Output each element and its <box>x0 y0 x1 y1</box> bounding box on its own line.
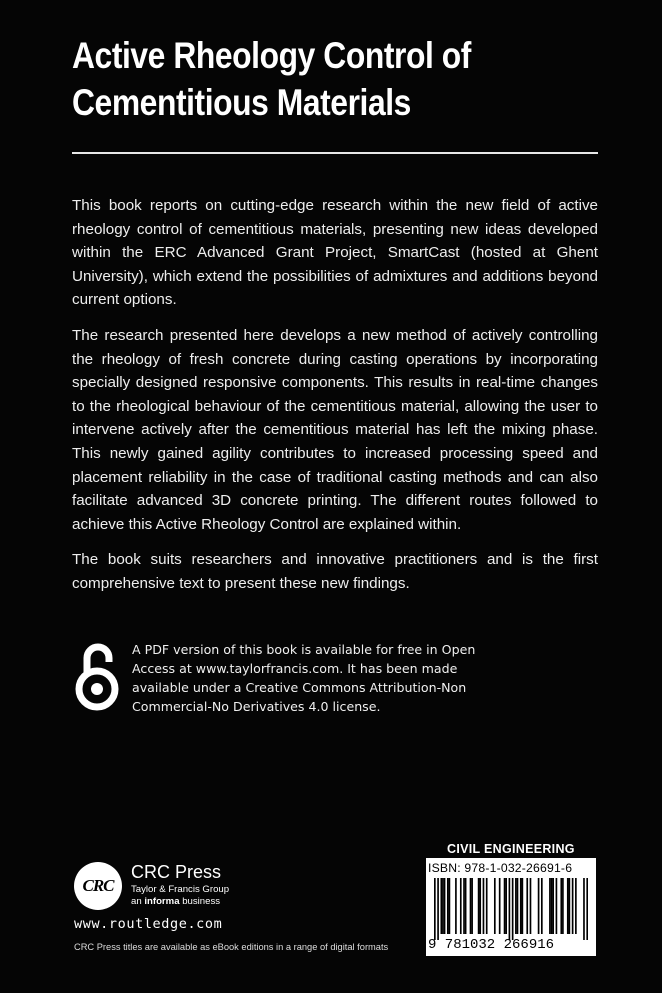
barcode-bar <box>479 878 481 934</box>
blurb-paragraph-2: The research presented here develops a new method of actively controlling the rheology of fresh concrete during casting operations by incorporating specially designed responsive components. This results in real-time changes to the rheological behaviour of the cementitious material, allowing the user to intervene actively after the cementitious material has left the mixing phase. This newly gained agility contributes to increased processing speed and placement reliability in the case of traditional casting methods and can also facilitate advanced 3D concrete printing. The different routes followed to achieve this Active Rheology Control are explained within. <box>72 326 598 533</box>
title-line-2: Cementitious Materials <box>72 82 411 123</box>
barcode-bar <box>478 878 480 934</box>
business-prefix: an <box>131 896 142 907</box>
barcode-bar <box>440 878 442 934</box>
barcode-bar <box>465 878 467 934</box>
subject-category: CIVIL ENGINEERING <box>447 842 575 856</box>
publisher-name: CRC Press <box>131 862 222 882</box>
barcode-bar <box>517 878 519 934</box>
isbn-label: ISBN: 978-1-032-26691-6 <box>428 861 573 875</box>
barcode-bar <box>541 878 543 934</box>
barcode-bar <box>583 878 585 940</box>
barcode-bar <box>575 878 577 934</box>
barcode-bar <box>471 878 473 934</box>
title-divider <box>72 152 598 154</box>
barcode-bar <box>437 878 439 940</box>
open-access-line: A PDF version of this book is available for free in Open <box>132 642 476 657</box>
business-suffix: business <box>182 896 221 907</box>
barcode-bar <box>530 878 532 934</box>
barcode-digits: 9 781032 266916 <box>428 937 555 953</box>
barcode-bar <box>526 878 528 934</box>
open-access-text <box>132 640 552 716</box>
isbn-barcode <box>426 858 596 956</box>
barcode-bar <box>455 878 457 934</box>
open-access-lock-icon <box>72 640 122 712</box>
barcode-bar <box>505 878 507 934</box>
barcode-bar <box>494 878 496 934</box>
barcode-bar <box>562 878 564 934</box>
crc-press-logo <box>74 862 122 910</box>
logo-text: CRC <box>82 876 114 895</box>
blurb-paragraph-3: The book suits researchers and innovative practitioners and is the first comprehensive text to present these new findings. <box>72 551 598 592</box>
barcode-bar <box>442 878 444 934</box>
ebook-note: CRC Press titles are available as eBook editions in a range of digital formats <box>74 942 389 952</box>
barcode-bar <box>470 878 472 934</box>
barcode-bar <box>434 878 436 940</box>
barcode-bar <box>460 878 462 934</box>
barcode-bar <box>449 878 451 934</box>
barcode-bars <box>434 878 588 940</box>
publisher-group: Taylor & Francis Group <box>131 884 230 895</box>
barcode-bar <box>515 878 517 934</box>
barcode-bar <box>551 878 553 934</box>
open-access-line: Commercial-No Derivatives 4.0 license. <box>132 699 381 714</box>
barcode-bar <box>499 878 501 934</box>
barcode-bar <box>486 878 488 934</box>
business-bold: informa <box>144 896 180 907</box>
publisher-block <box>131 862 229 908</box>
blurb <box>72 194 598 608</box>
barcode-bar <box>586 878 588 940</box>
publisher-website[interactable]: www.routledge.com <box>74 916 223 932</box>
barcode-bar <box>569 878 571 934</box>
barcode-bar <box>572 878 574 934</box>
barcode-bar <box>556 878 558 934</box>
blurb-paragraph-1: This book reports on cutting-edge research within the new field of active rheology control of cementitious materials, presenting new ideas developed within the ERC Advanced Grant Project, SmartCast (hosted at Ghent University), which extend the possibilities of admixtures and additions beyond current options. <box>72 197 598 309</box>
barcode-bar <box>447 878 449 934</box>
barcode-bar <box>522 878 524 934</box>
open-access-line: available under a Creative Commons Attribution-Non <box>132 680 467 695</box>
barcode-bar <box>504 878 506 934</box>
barcode-bar <box>520 878 522 934</box>
open-access-notice <box>72 640 592 720</box>
title-line-1: Active Rheology Control of <box>72 35 471 76</box>
barcode-bar <box>463 878 465 934</box>
barcode-bar <box>509 878 511 940</box>
barcode-bar <box>444 878 446 934</box>
book-title <box>72 32 536 126</box>
barcode-bar <box>552 878 554 934</box>
barcode-bar <box>538 878 540 934</box>
barcode-bar <box>567 878 569 934</box>
publisher-business <box>131 896 229 908</box>
barcode-bar <box>560 878 562 934</box>
barcode-bar <box>549 878 551 934</box>
barcode-bar <box>483 878 485 934</box>
barcode-bar <box>512 878 514 940</box>
open-access-line: Access at www.taylorfrancis.com. It has been made <box>132 661 458 676</box>
